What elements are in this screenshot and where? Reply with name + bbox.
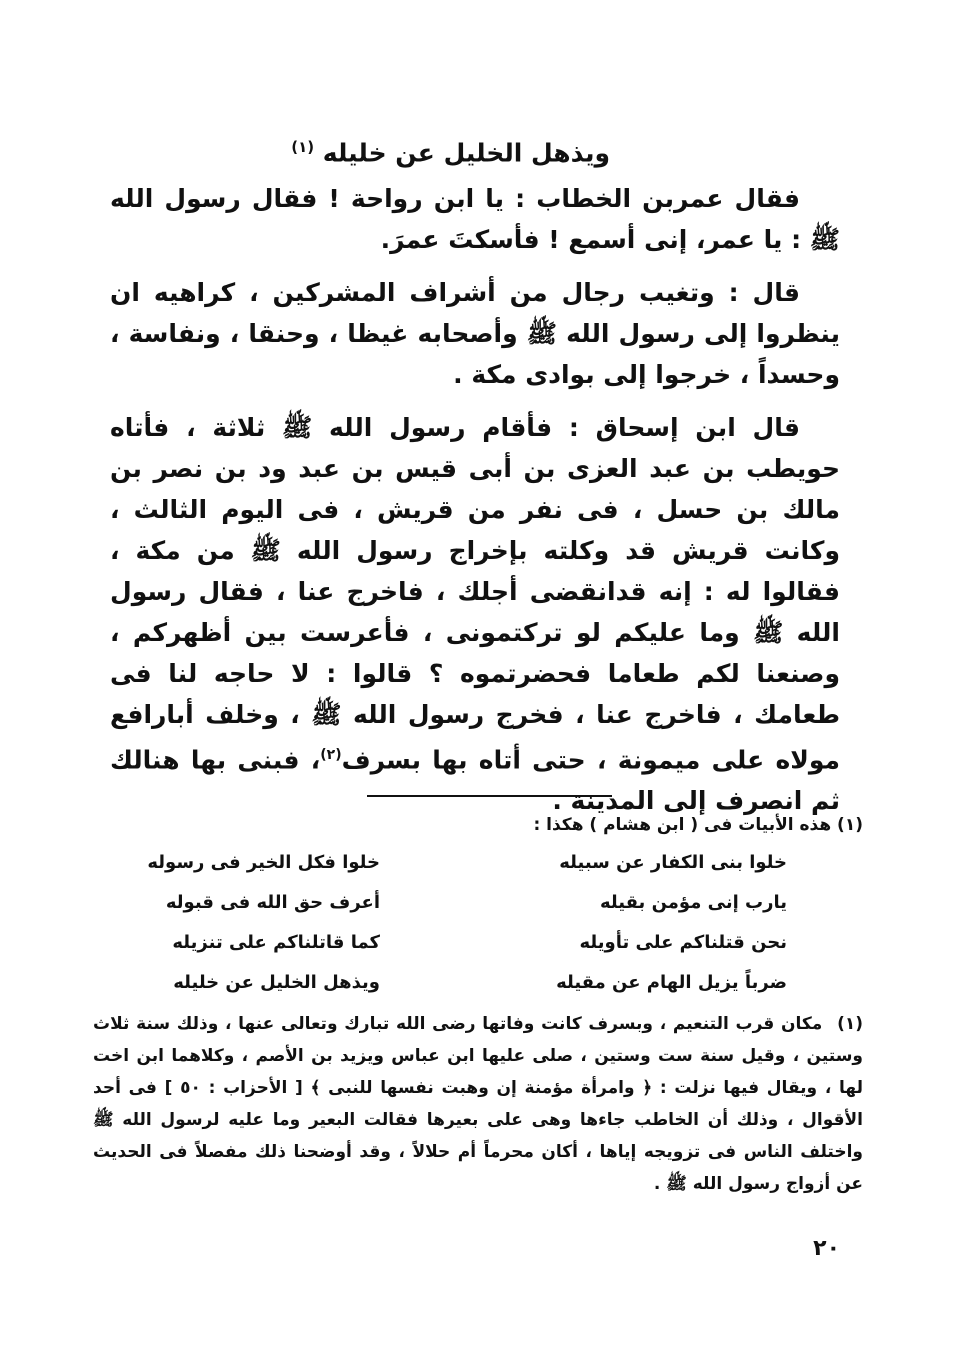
poem-hemistich-first: خلوا بنى الكفار عن سبيله — [559, 852, 787, 873]
footnote-1-intro: (١) هذه الأبيات فى ( ابن هشام ) هكذا : — [533, 815, 863, 835]
paragraph-3-tail: ، فبنى بها هنالك ثم انصرف إلى المدينة . — [110, 745, 840, 816]
poem-hemistich-second: خلوا فكل الخير فى رسوله — [147, 852, 380, 873]
poem-hemistich-second: أعرف حق الله فى قبوله — [165, 892, 380, 913]
poem-hemistich-first: يارب إنى مؤمن بقيله — [599, 892, 787, 913]
footnote-2-number: (١) — [837, 1014, 864, 1034]
paragraph-3-body: قال ابن إسحاق : فأقام رسول الله ﷺ ثلاثة ، فأتاه حويطب بن عبد العزى بن أبى قيس بن عبد ود بن نصر بن مالك بن حسل ، فى نفر من قريش ، فى اليوم الثالث ، وكانت قريش قد وكلته بإخراج رسول الله ﷺ من مكة ، فقالوا له : إنه قدانقضى أجلك ، فاخرج عنا ، فقال رسول الله ﷺ وما عليكم لو تركتمونى ، فأعرست بين أظهركم ، وصنعنا لكم طعاما فحضرتموه ؟ قالوا : لا حاجه لنا فى طعامك ، فاخرج عنا ، فخرج رسول الله ﷺ ، وخلف أبارافع مولاه على ميمونة ، حتى أتاه بها بسرف — [110, 413, 840, 775]
verse-heading-text: ويذهل الخليل عن خليله — [322, 138, 610, 168]
poem-line — [155, 972, 795, 1012]
paragraph-2: قال : وتغيب رجال من أشراف المشركين ، كراهيه ان ينظروا إلى رسول الله ﷺ وأصحابه غيظا ، وحنقا ، ونفاسة ، وحسداً ، خرجوا إلى بوادى مكة . — [110, 278, 840, 389]
footnote-ref-2: (٢) — [320, 747, 342, 763]
poem-line — [147, 852, 795, 892]
verse-heading — [291, 138, 610, 167]
poem-line — [155, 932, 795, 972]
paragraph-3 — [110, 407, 840, 821]
footnote-poem — [147, 852, 795, 1012]
page-number: ٢٠ — [813, 1236, 840, 1261]
paragraph-1: فقال عمربن الخطاب : يا ابن رواحة ! فقال رسول الله ﷺ : يا عمر، إنى أسمع ! فأسكتَ عمرَ. — [110, 184, 840, 254]
footnote-2 — [93, 1008, 863, 1200]
poem-hemistich-second: كما قاتلناكم على تنزيله — [172, 932, 380, 953]
poem-line — [155, 892, 795, 932]
footnote-2-text: مكان قرب التنعيم ، وبسرف كانت وفاتها رضى الله تبارك وتعالى عنها ، وذلك سنة ثلاث وستين ، وقيل سنة ست وستين ، صلى عليها ابن عباس ويزيد بن الأصم ، وكلاهما ابن اخت لها ، ويقال فيها نزلت : ﴿ وامرأة مؤمنة إن وهبت نفسها للنبى ﴾ [ الأحزاب : ٥٠ ] فى أحد الأقوال ، وذلك أن الخاطب جاءها وهى على بعيرها فقالت البعير وما عليه لرسول الله ﷺ واختلف الناس فى تزويجه إياها ، أكان محرماً أم حلالاً ، وقد أوضحنا ذلك مفصلاً فى الحديث عن أزواج رسول الله ﷺ . — [93, 1014, 863, 1194]
main-text — [110, 178, 840, 833]
poem-hemistich-first: ضرباً يزيل الهام عن مقيله — [556, 972, 787, 993]
footnote-ref-1: (١) — [291, 138, 315, 156]
poem-hemistich-second: ويذهل الخليل عن خليله — [173, 972, 380, 993]
poem-hemistich-first: نحن قتلناكم على تأويله — [579, 932, 787, 953]
footnote-separator — [367, 795, 612, 797]
